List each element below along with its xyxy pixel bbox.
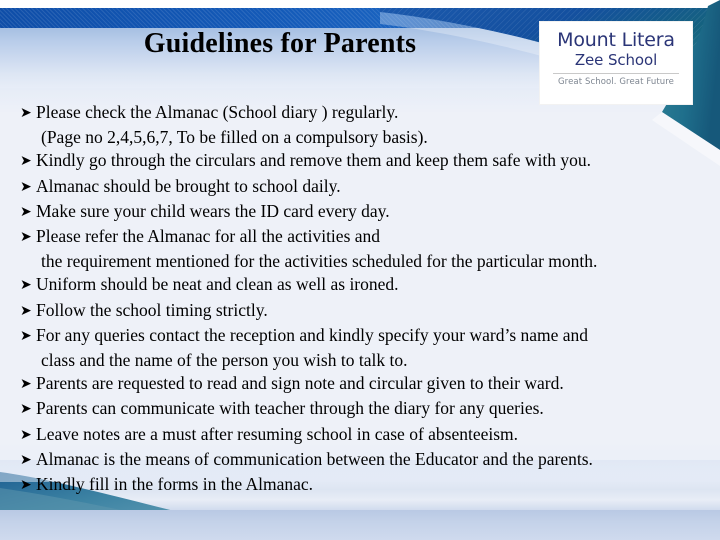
arrow-bullet-icon: ➤ (20, 477, 32, 494)
guideline-text: Kindly fill in the forms in the Almanac. (36, 474, 314, 495)
guideline-item (20, 273, 706, 298)
guideline-text: Parents are requested to read and sign note and circular given to their ward. (36, 373, 564, 394)
arrow-bullet-icon: ➤ (20, 105, 32, 121)
guideline-continuation-line (20, 250, 706, 273)
guideline-text: Almanac is the means of communication between the Educator and the parents. (36, 448, 593, 469)
guideline-text: Please check the Almanac (School diary ) regularly. (36, 102, 399, 122)
logo-primary-name: Mount Litera (557, 29, 675, 51)
guideline-text: Please refer the Almanac for all the activities and (36, 226, 381, 247)
guideline-item (20, 423, 706, 448)
guideline-text: Uniform should be neat and clean as well as ironed. (36, 274, 399, 295)
school-logo (540, 22, 692, 104)
guideline-text: (Page no 2,4,5,6,7, To be filled on a compulsory basis). (41, 127, 428, 148)
guideline-item (20, 448, 706, 473)
guideline-text: Kindly go through the circulars and remove them and keep them safe with you. (36, 150, 591, 171)
guidelines-list (20, 101, 706, 498)
logo-tagline: Great School. Great Future (557, 77, 675, 87)
arrow-bullet-icon: ➤ (20, 203, 32, 220)
arrow-bullet-icon: ➤ (20, 451, 32, 468)
guideline-item (20, 397, 706, 422)
guideline-item (20, 101, 706, 126)
arrow-bullet-icon: ➤ (20, 401, 32, 418)
arrow-bullet-icon: ➤ (20, 153, 32, 170)
logo-divider (553, 73, 679, 74)
arrow-bullet-icon: ➤ (20, 426, 32, 443)
guideline-item (20, 175, 706, 200)
arrow-bullet-icon: ➤ (20, 302, 32, 319)
arrow-bullet-icon: ➤ (20, 229, 32, 246)
guideline-item (20, 324, 706, 349)
guideline-item (20, 473, 706, 498)
guideline-item (20, 225, 706, 250)
guideline-text: Follow the school timing strictly. (36, 299, 268, 320)
arrow-bullet-icon: ➤ (20, 178, 32, 195)
guideline-continuation-line (20, 126, 706, 149)
guideline-text: For any queries contact the reception and kindly specify your ward’s name and (36, 324, 589, 345)
bottom-band-lower (0, 510, 720, 540)
arrow-bullet-icon: ➤ (20, 376, 32, 393)
guideline-text: Leave notes are a must after resuming school in case of absenteeism. (36, 423, 519, 444)
guideline-item (20, 149, 706, 174)
guideline-text: the requirement mentioned for the activities scheduled for the particular month. (41, 251, 598, 272)
guideline-continuation-line (20, 349, 706, 372)
guideline-text: Almanac should be brought to school daily. (36, 175, 341, 196)
arrow-bullet-icon: ➤ (20, 277, 32, 294)
arrow-bullet-icon: ➤ (20, 327, 32, 344)
guideline-text: class and the name of the person you wish to talk to. (41, 350, 408, 371)
slide-title: Guidelines for Parents (143, 28, 417, 59)
guideline-item (20, 299, 706, 324)
logo-secondary-name: Zee School (574, 51, 658, 69)
guideline-item (20, 372, 706, 397)
guideline-text: Parents can communicate with teacher through the diary for any queries. (36, 398, 544, 419)
guideline-item (20, 200, 706, 225)
guideline-text: Make sure your child wears the ID card every day. (36, 200, 390, 221)
